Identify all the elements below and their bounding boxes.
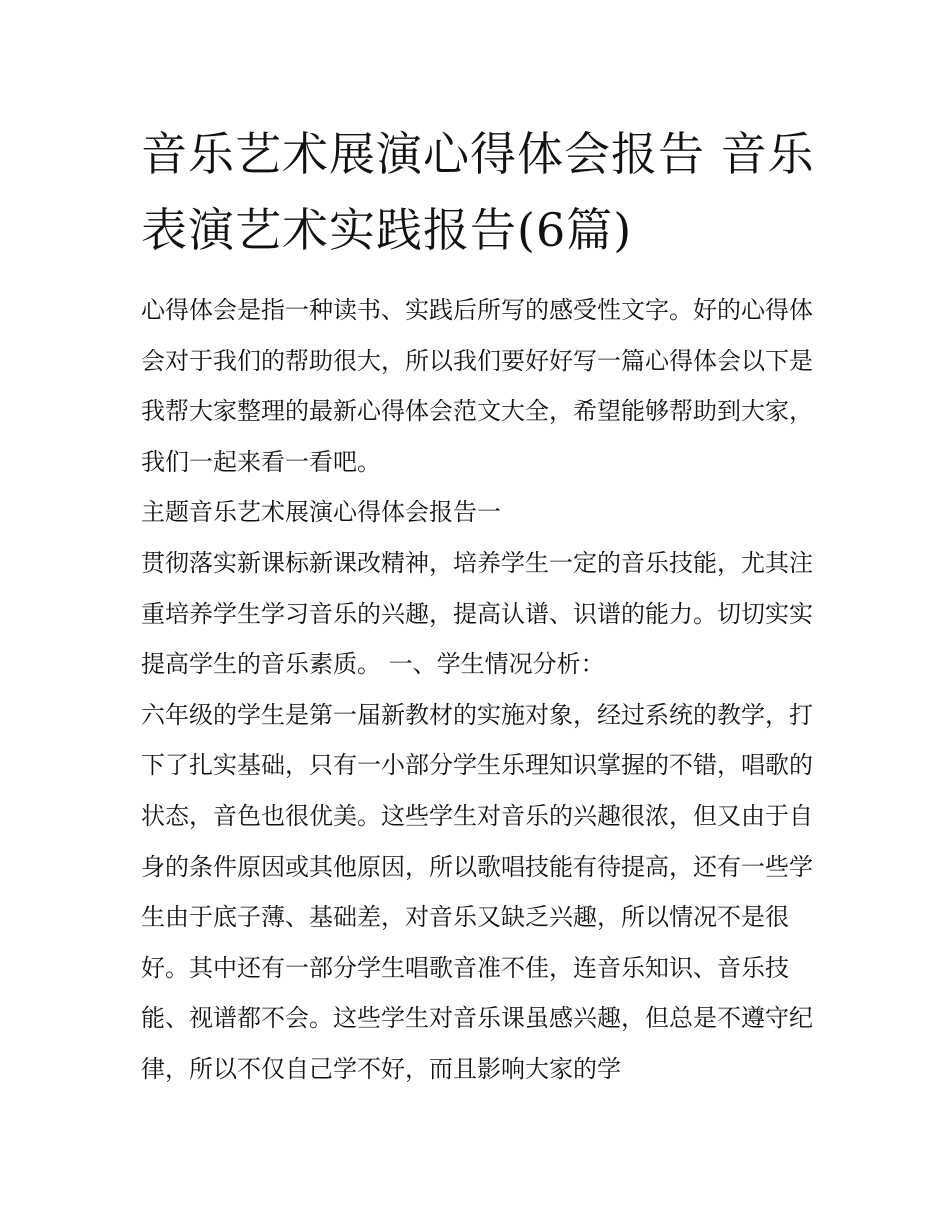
title-spacer bbox=[141, 268, 821, 285]
section-heading: 主题音乐艺术展演心得体会报告一 bbox=[141, 498, 501, 527]
body-paragraph: 贯彻落实新课标新课改精神，培养学生一定的音乐技能，尤其注重培养学生学习音乐的兴趣，提高认谱、识谱的能力。切切实实提高学生的音乐素质。 一、学生情况分析： bbox=[141, 548, 813, 679]
document-body bbox=[141, 116, 821, 1095]
intro-paragraph: 心得体会是指一种读书、实践后所写的感受性文字。好的心得体会对于我们的帮助很大，所以我们要好好写一篇心得体会以下是我帮大家整理的最新心得体会范文大全，希望能够帮助到大家，我们一起来看一看吧。 bbox=[141, 296, 813, 476]
document-title: 音乐艺术展演心得体会报告 音乐表演艺术实践报告(6篇) bbox=[141, 127, 815, 257]
body-paragraph: 六年级的学生是第一届新教材的实施对象，经过系统的教学，打下了扎实基础，只有一小部分学生乐理知识掌握的不错，唱歌的状态，音色也很优美。这些学生对音乐的兴趣很浓，但又由于自身的条件原因或其他原因，所以歌唱技能有待提高，还有一些学生由于底子薄、基础差，对音乐又缺乏兴趣，所以情况不是很好。其中还有一部分学生唱歌音准不佳，连音乐知识、音乐技能、视谱都不会。这些学生对音乐课虽感兴趣，但总是不遵守纪律，所以不仅自己学不好，而且影响大家的学 bbox=[141, 700, 813, 1083]
